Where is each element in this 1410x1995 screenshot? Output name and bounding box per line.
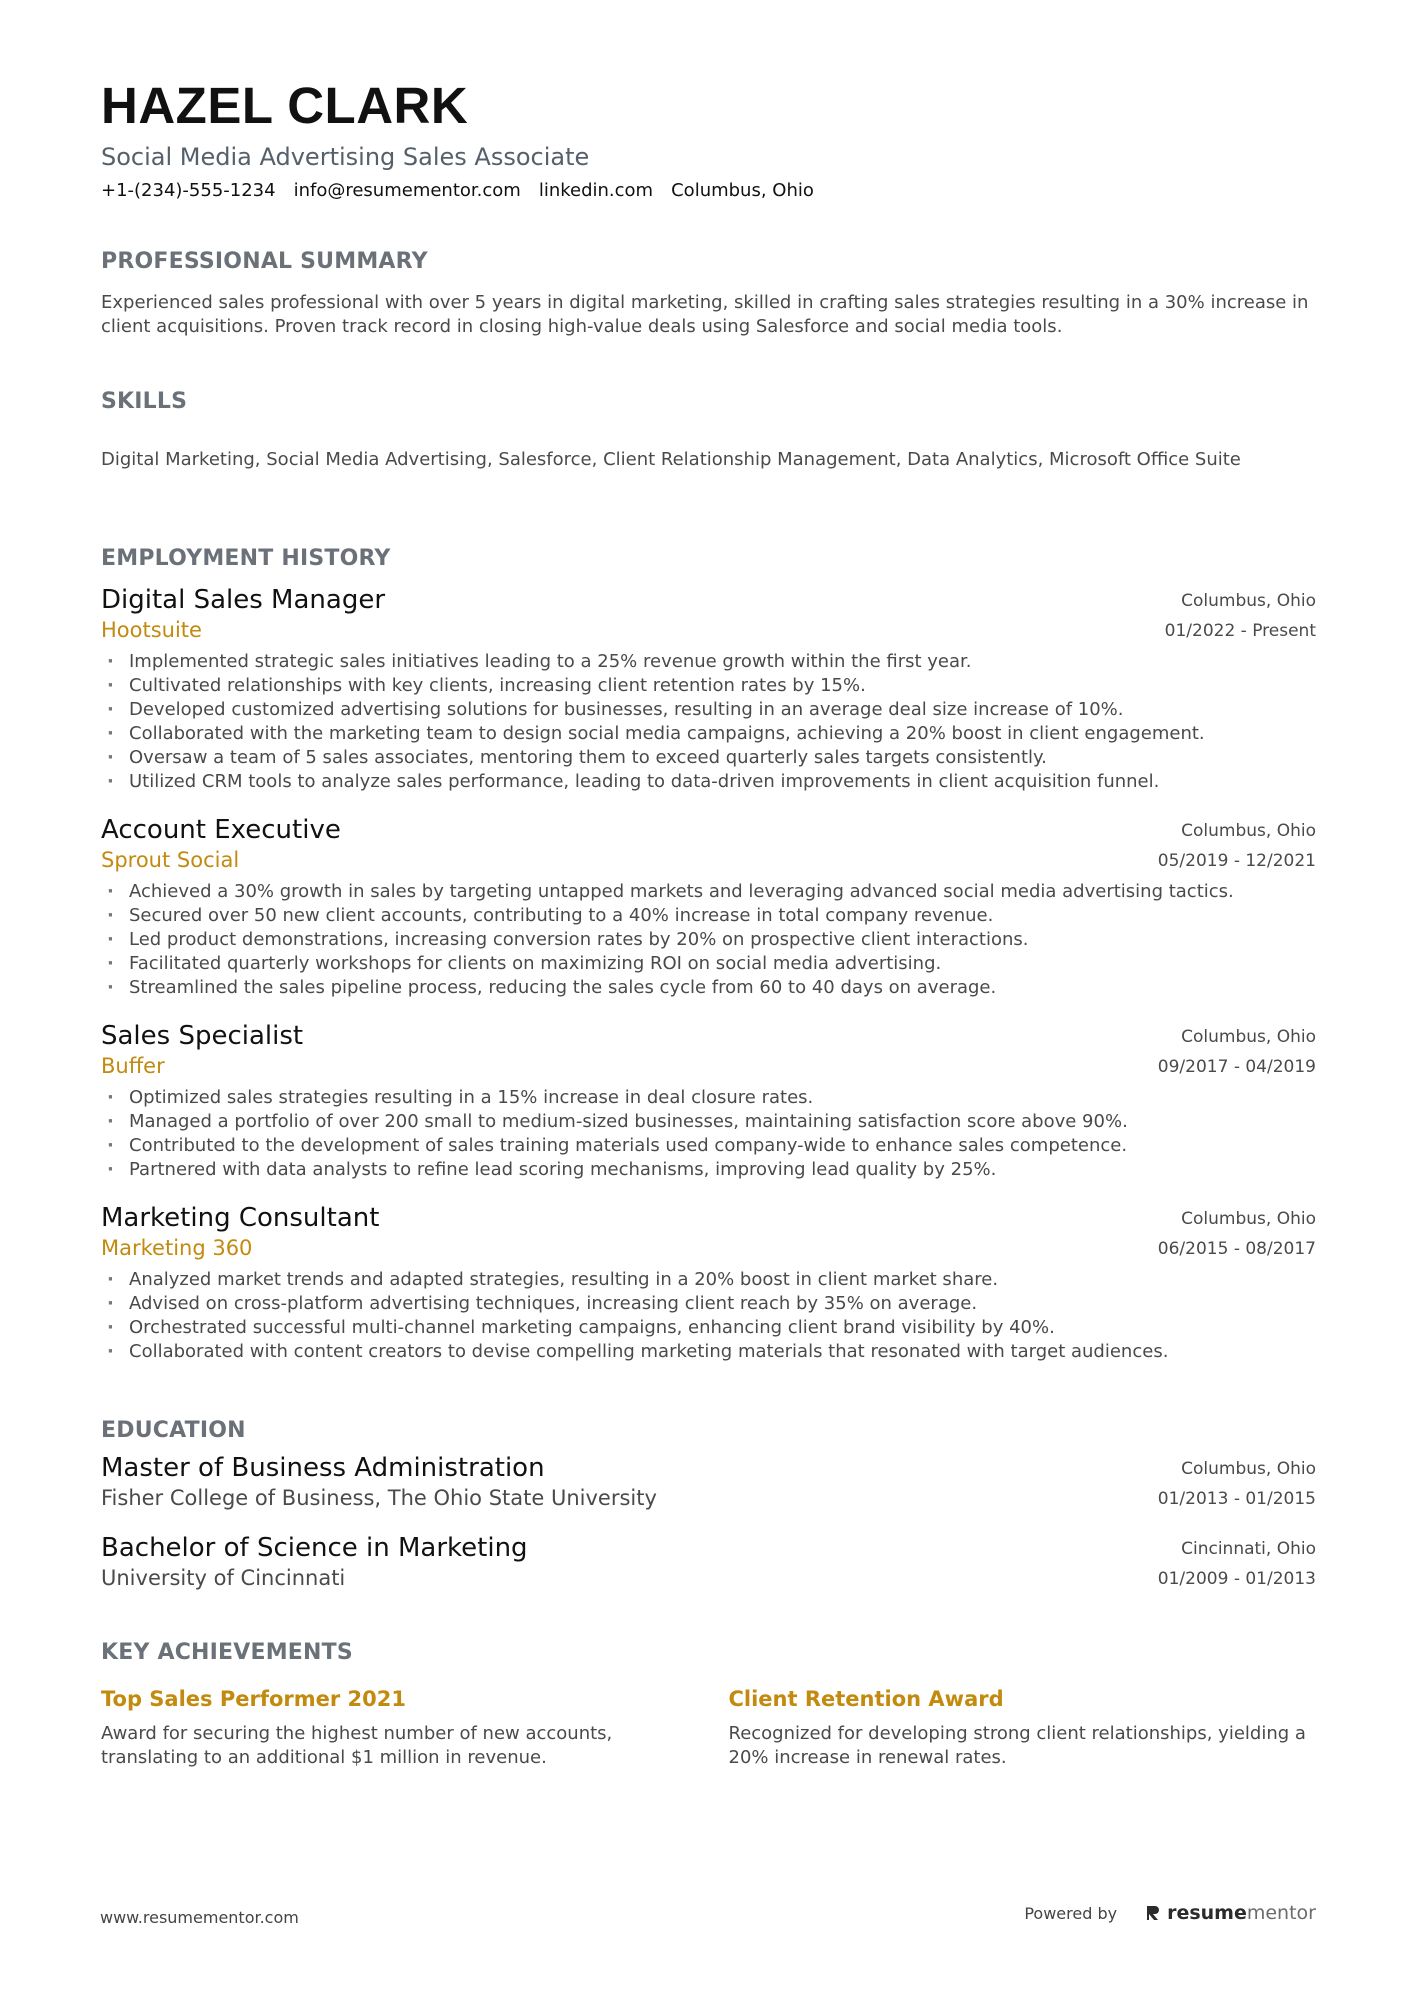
achievement-title: Client Retention Award xyxy=(728,1686,1004,1711)
education-dates: 01/2009 - 01/2013 xyxy=(1157,1569,1316,1590)
education-location: Cincinnati, Ohio xyxy=(1181,1539,1316,1560)
job-bullets xyxy=(101,1268,1316,1364)
job-title: Account Executive xyxy=(101,814,341,845)
achievement-description: Award for securing the highest number of new accounts, translating to an additional $1 million in revenue. xyxy=(101,1722,613,1768)
education-entry xyxy=(101,1454,1316,1514)
education-entry xyxy=(101,1534,1316,1594)
job-header xyxy=(101,1204,1316,1264)
job-company: Marketing 360 xyxy=(101,1235,253,1260)
job-bullet: · Analyzed market trends and adapted strategies, resulting in a 20% boost in client market share. xyxy=(101,1268,1316,1292)
section-title: EMPLOYMENT HISTORY xyxy=(101,545,391,571)
section-title: SKILLS xyxy=(101,389,188,415)
job-title-block xyxy=(101,1204,379,1261)
job-location: Columbus, Ohio xyxy=(1181,590,1316,611)
job-bullet: · Managed a portfolio of over 200 small to medium-sized businesses, maintaining satisfaction score above 90%. xyxy=(101,1110,1316,1134)
job-bullet: · Partnered with data analysts to refine lead scoring mechanisms, improving lead quality by 25%. xyxy=(101,1158,1316,1182)
education-dates: 01/2013 - 01/2015 xyxy=(1157,1489,1316,1510)
job-meta xyxy=(1165,586,1316,646)
job-header xyxy=(101,1022,1316,1082)
job-company: Sprout Social xyxy=(101,847,240,872)
job-title-block xyxy=(101,1022,303,1079)
employment-section xyxy=(101,546,1316,1364)
job-title-block xyxy=(101,816,341,873)
job-dates: 09/2017 - 04/2019 xyxy=(1157,1056,1316,1077)
job-bullet: · Facilitated quarterly workshops for clients on maximizing ROI on social media advertising. xyxy=(101,952,1316,976)
job-bullet: · Collaborated with the marketing team to design social media campaigns, achieving a 20% boost in client engagement. xyxy=(101,722,1316,746)
education-degree: Master of Business Administration xyxy=(101,1453,545,1484)
job-company: Hootsuite xyxy=(101,617,202,642)
contact-location: Columbus, Ohio xyxy=(671,179,814,201)
job-bullet: · Advised on cross-platform advertising techniques, increasing client reach by 35% on average. xyxy=(101,1292,1316,1316)
contact-line xyxy=(101,180,1316,201)
powered-by-label: Powered by xyxy=(1024,1903,1118,1923)
education-list xyxy=(101,1454,1316,1594)
job-bullets xyxy=(101,880,1316,1000)
job-title: Sales Specialist xyxy=(101,1020,304,1051)
education-meta xyxy=(1158,1454,1316,1514)
education-school: University of Cincinnati xyxy=(101,1566,346,1591)
education-school: Fisher College of Business, The Ohio State University xyxy=(101,1486,657,1511)
job-title: Digital Sales Manager xyxy=(101,584,386,615)
education-meta xyxy=(1158,1534,1316,1594)
job-dates: 05/2019 - 12/2021 xyxy=(1157,850,1316,871)
job-bullet: · Collaborated with content creators to devise compelling marketing materials that resonated with target audiences. xyxy=(101,1340,1316,1364)
contact-phone: +1-(234)-555-1234 xyxy=(101,179,276,201)
job-meta xyxy=(1158,1204,1316,1264)
section-title: EDUCATION xyxy=(101,1417,246,1443)
job-bullets xyxy=(101,1086,1316,1182)
job-bullet: · Optimized sales strategies resulting in a 15% increase in deal closure rates. xyxy=(101,1086,1316,1110)
education-location: Columbus, Ohio xyxy=(1181,1459,1316,1480)
education-degree: Bachelor of Science in Marketing xyxy=(101,1533,528,1564)
job-entry xyxy=(101,1022,1316,1182)
footer-website[interactable]: www.resumementor.com xyxy=(100,1908,299,1927)
job-company: Buffer xyxy=(101,1053,165,1078)
job-dates: 01/2022 - Present xyxy=(1164,620,1316,641)
section-title: KEY ACHIEVEMENTS xyxy=(101,1640,353,1666)
achievement-description: Recognized for developing strong client relationships, yielding a 20% increase in renewal rates. xyxy=(728,1722,1306,1768)
job-entry xyxy=(101,816,1316,1000)
achievement-item xyxy=(729,1687,1317,1770)
section-title: PROFESSIONAL SUMMARY xyxy=(101,248,428,274)
brand-name-main: resume xyxy=(1167,1902,1247,1924)
job-entry xyxy=(101,586,1316,794)
job-meta xyxy=(1158,1022,1316,1082)
job-bullet: · Oversaw a team of 5 sales associates, mentoring them to exceed quarterly sales targets consistently. xyxy=(101,746,1316,770)
achievement-title: Top Sales Performer 2021 xyxy=(101,1686,407,1711)
job-bullet: · Achieved a 30% growth in sales by targeting untapped markets and leveraging advanced social media advertising tactics. xyxy=(101,880,1316,904)
job-meta xyxy=(1158,816,1316,876)
job-bullet: · Led product demonstrations, increasing conversion rates by 20% on prospective client interactions. xyxy=(101,928,1316,952)
job-bullet: · Secured over 50 new client accounts, contributing to a 40% increase in total company revenue. xyxy=(101,904,1316,928)
footer-branding xyxy=(1024,1902,1316,1924)
achievement-item xyxy=(101,1687,689,1770)
education-title-block xyxy=(101,1454,657,1511)
job-bullet: · Cultivated relationships with key clients, increasing client retention rates by 15%. xyxy=(101,674,1316,698)
brand-logo[interactable] xyxy=(1145,1902,1316,1924)
job-bullet: · Developed customized advertising solutions for businesses, resulting in an average deal size increase of 10%. xyxy=(101,698,1316,722)
achievement-list xyxy=(101,1687,1316,1770)
contact-linkedin[interactable]: linkedin.com xyxy=(538,179,654,201)
job-location: Columbus, Ohio xyxy=(1181,1026,1316,1047)
candidate-name: HAZEL CLARK xyxy=(101,77,469,134)
skills-text: Digital Marketing, Social Media Advertising, Salesforce, Client Relationship Management, Data Analytics, Microsoft Office Suite xyxy=(101,448,1241,470)
education-section xyxy=(101,1418,1316,1594)
job-title-block xyxy=(101,586,385,643)
job-dates: 06/2015 - 08/2017 xyxy=(1157,1238,1316,1259)
job-bullets xyxy=(101,650,1316,794)
professional-summary-section xyxy=(101,249,1316,339)
achievements-section xyxy=(101,1640,1316,1770)
job-bullet: · Contributed to the development of sales training materials used company-wide to enhance sales competence. xyxy=(101,1134,1316,1158)
job-bullet: · Streamlined the sales pipeline process, reducing the sales cycle from 60 to 40 days on average. xyxy=(101,976,1316,1000)
job-bullet: · Implemented strategic sales initiatives leading to a 25% revenue growth within the first year. xyxy=(101,650,1316,674)
job-location: Columbus, Ohio xyxy=(1181,820,1316,841)
resume-header xyxy=(101,77,1316,201)
resume-content xyxy=(101,77,1316,1770)
job-location: Columbus, Ohio xyxy=(1181,1208,1316,1229)
job-title: Marketing Consultant xyxy=(101,1202,380,1233)
candidate-role: Social Media Advertising Sales Associate xyxy=(101,143,590,171)
job-entry xyxy=(101,1204,1316,1364)
resumementor-logo-icon xyxy=(1145,1904,1161,1922)
job-list xyxy=(101,586,1316,1364)
job-bullet: · Orchestrated successful multi-channel marketing campaigns, enhancing client brand visibility by 40%. xyxy=(101,1316,1316,1340)
summary-text: Experienced sales professional with over 5 years in digital marketing, skilled in crafting sales strategies resulting in a 30% increase in client acquisitions. Proven track record in closing high-value deals using Salesforce and social media tools. xyxy=(101,292,1309,338)
education-title-block xyxy=(101,1534,528,1591)
job-header xyxy=(101,816,1316,876)
skills-section xyxy=(101,389,1316,471)
job-header xyxy=(101,586,1316,646)
brand-name-accent: mentor xyxy=(1246,1902,1316,1924)
contact-email[interactable]: info@resumementor.com xyxy=(293,179,521,201)
job-bullet: · Utilized CRM tools to analyze sales performance, leading to data-driven improvements in client acquisition funnel. xyxy=(101,770,1316,794)
